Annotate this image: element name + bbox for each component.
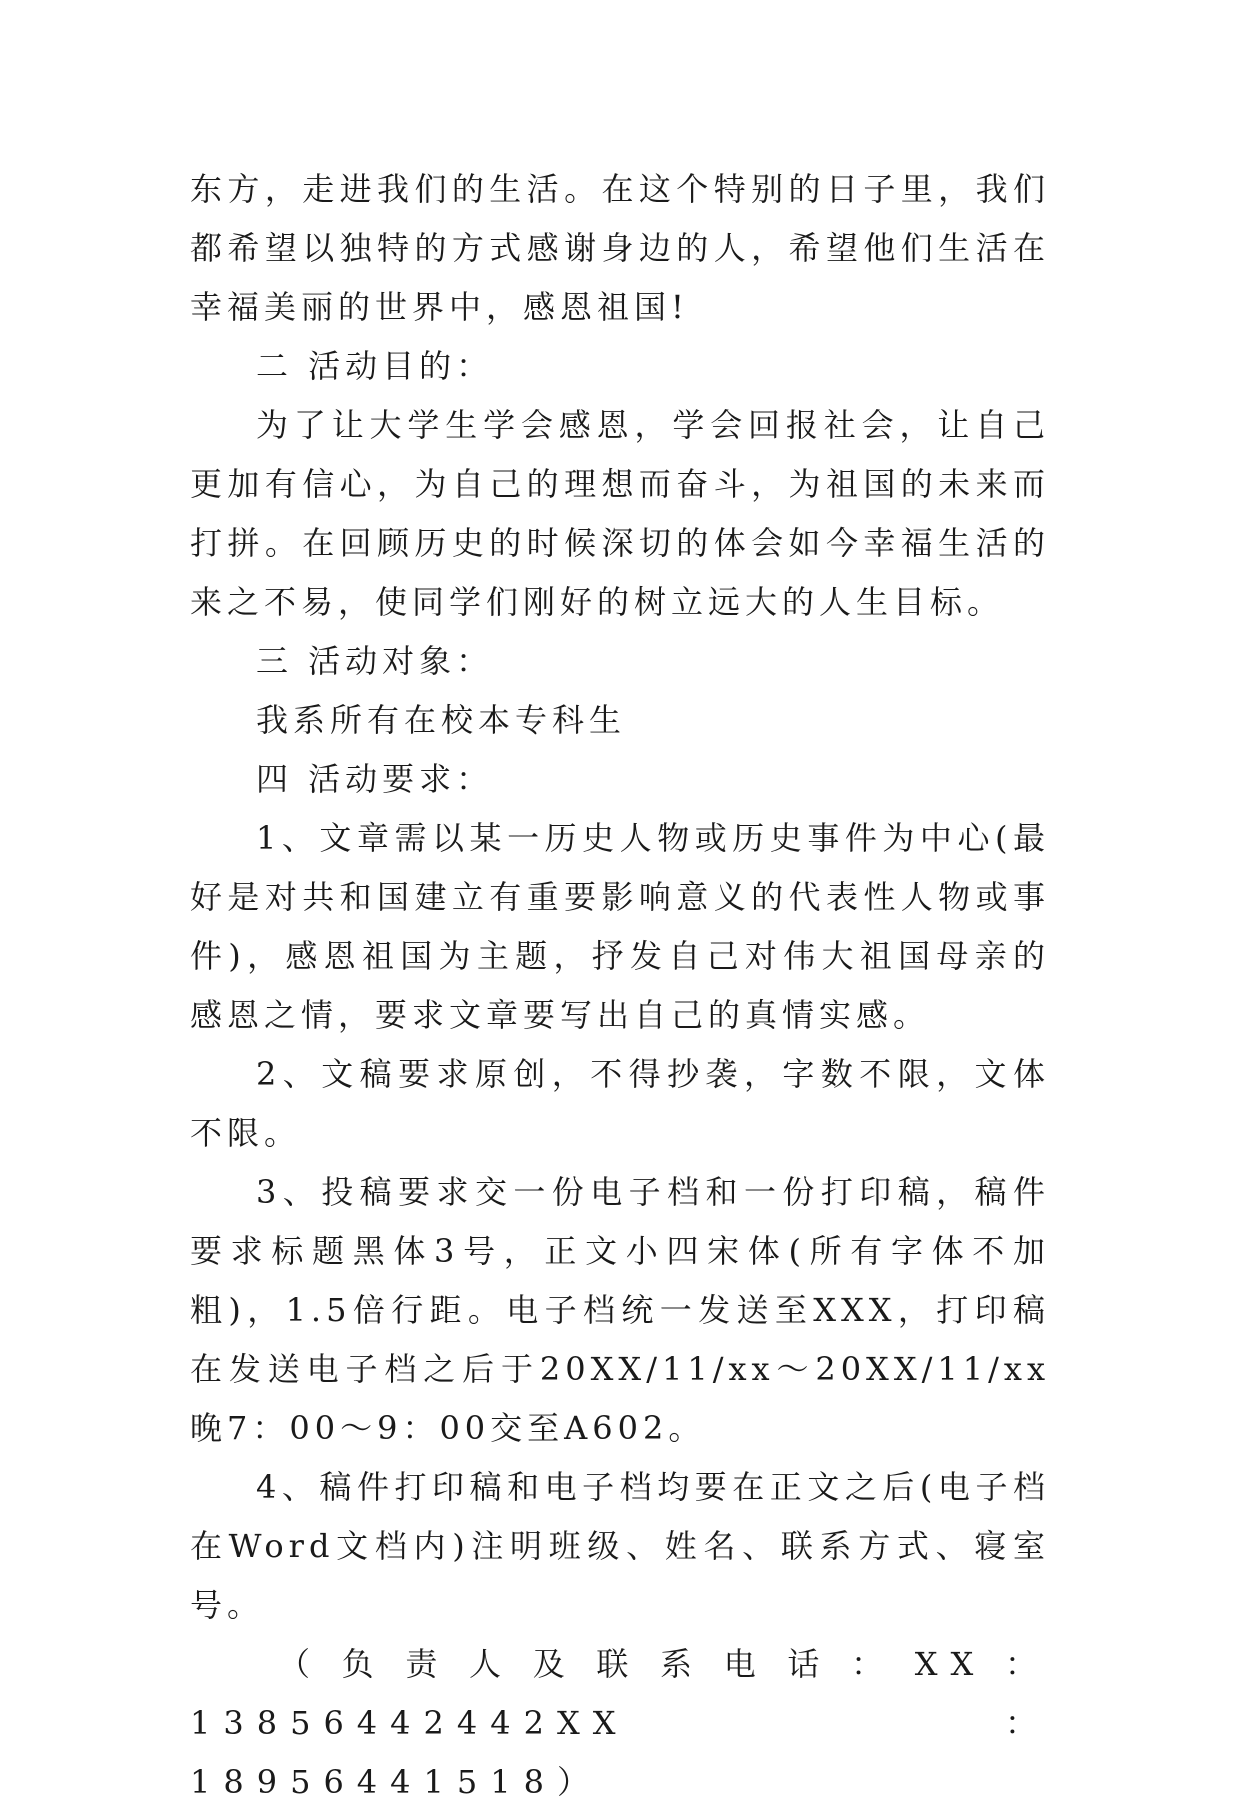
section-heading-purpose: 二 活动目的： <box>256 347 494 385</box>
purpose-paragraph: 为了让大学生学会感恩，学会回报社会，让自己更加有信心，为自己的理想而奋斗，为祖国的未来而打拼。在回顾历史的时候深切的体会如今幸福生活的来之不易，使同学们刚好的树立远大的人生目标。 <box>190 406 1050 621</box>
requirement-item-3: 3、投稿要求交一份电子档和一份打印稿，稿件要求标题黑体3号，正文小四宋体(所有字体不加粗)，1.5倍行距。电子档统一发送至XXX，打印稿在发送电子档之后于20XX/11/xx～20XX/11/xx晚7：00～9：00交至A602。 <box>190 1173 1050 1447</box>
intro-paragraph-continuation: 东方，走进我们的生活。在这个特别的日子里，我们都希望以独特的方式感谢身边的人，希望他们生活在幸福美丽的世界中，感恩祖国! <box>190 170 1050 326</box>
requirement-item-4: 4、稿件打印稿和电子档均要在正文之后(电子档在Word文档内)注明班级、姓名、联系方式、寝室号。 <box>190 1468 1050 1624</box>
document-body <box>190 160 1050 1812</box>
audience-paragraph: 我系所有在校本专科生 <box>256 701 627 739</box>
section-heading-requirements: 四 活动要求： <box>256 760 494 798</box>
requirement-item-1: 1、文章需以某一历史人物或历史事件为中心(最好是对共和国建立有重要影响意义的代表性人物或事件)，感恩祖国为主题，抒发自己对伟大祖国母亲的感恩之情，要求文章要写出自己的真情实感。 <box>190 819 1050 1034</box>
contact-info: （负责人及联系电话：XX：13856442442XX：18956441518） <box>190 1645 1050 1801</box>
section-heading-audience: 三 活动对象： <box>256 642 494 680</box>
requirement-item-2: 2、文稿要求原创，不得抄袭，字数不限，文体不限。 <box>190 1055 1050 1152</box>
